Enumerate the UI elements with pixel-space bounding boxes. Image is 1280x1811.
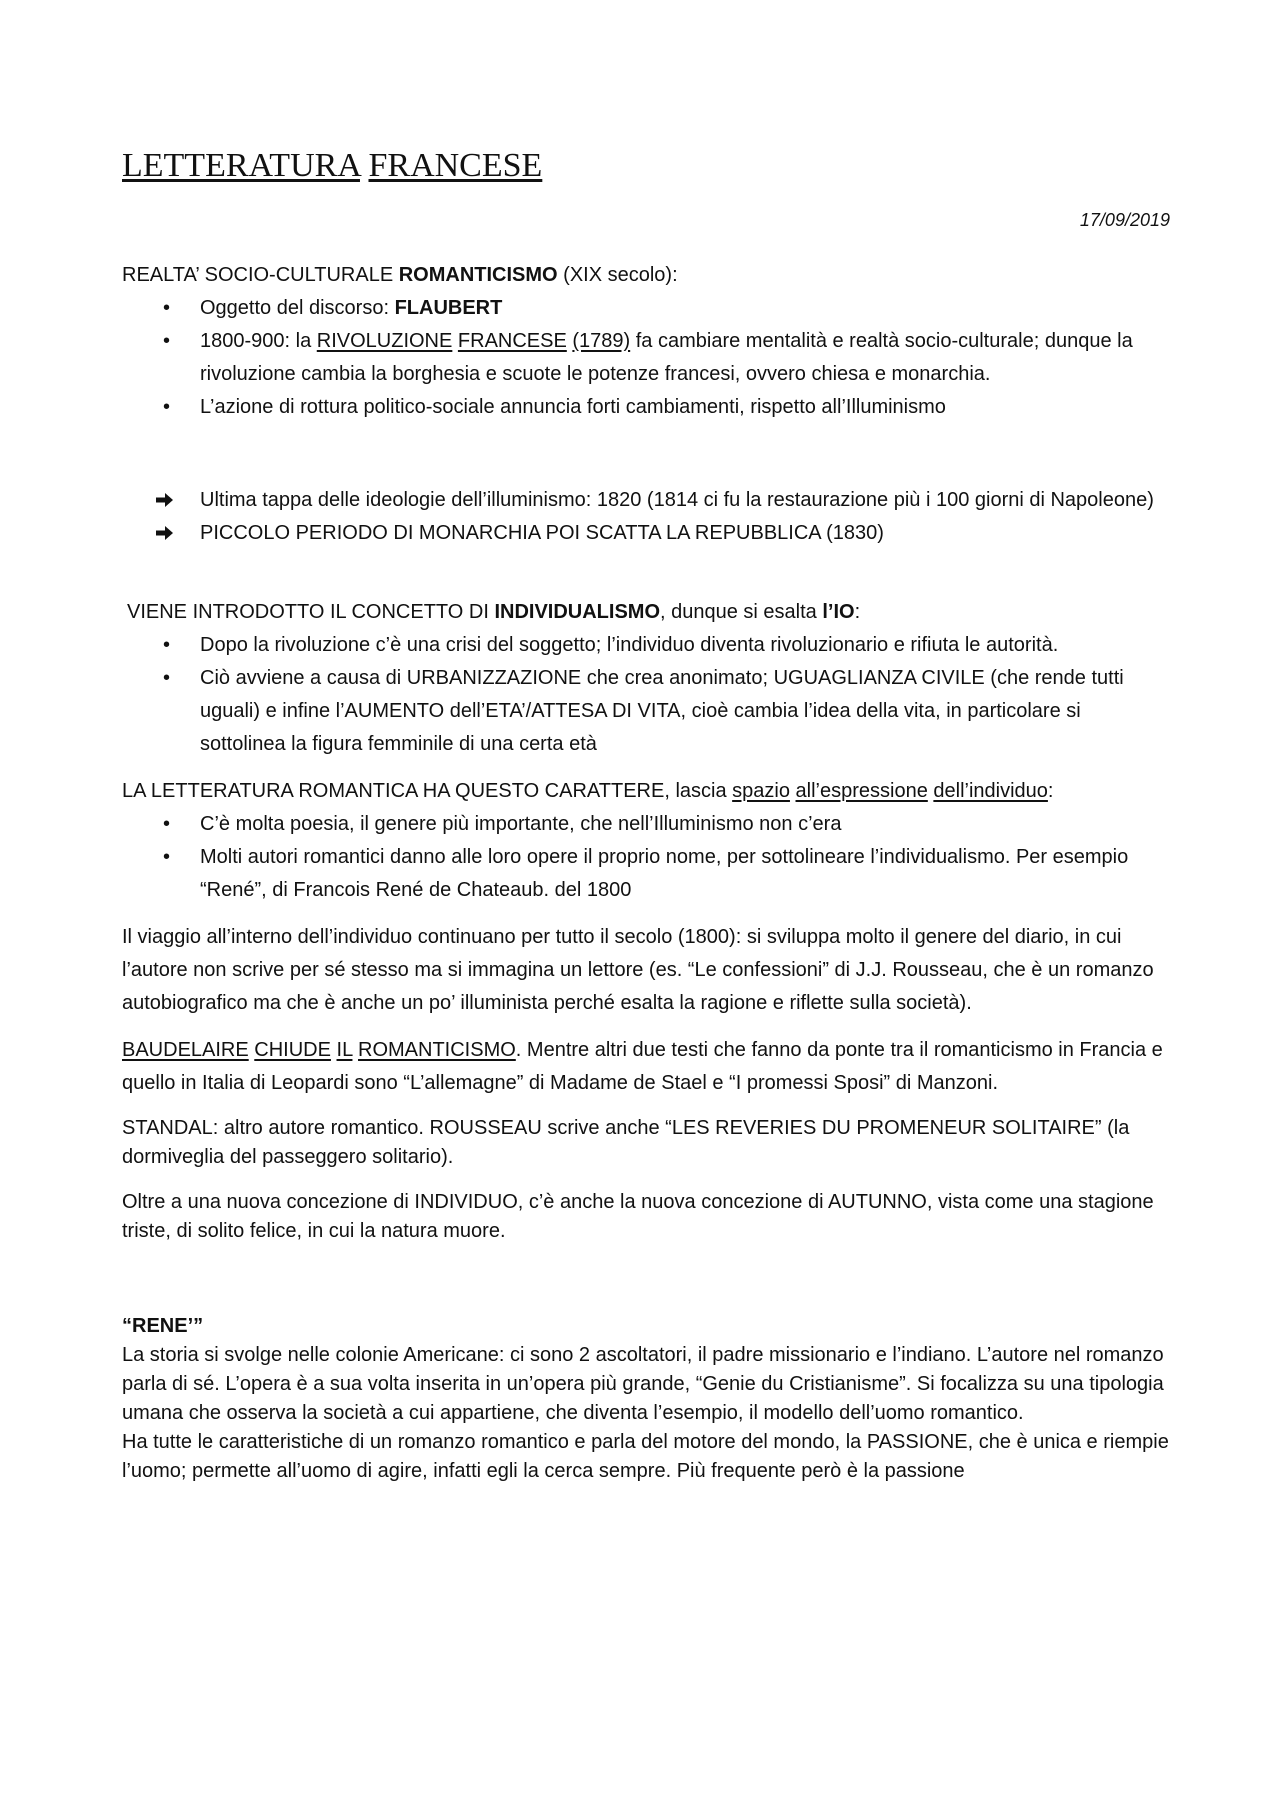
paragraph-rene-1: La storia si svolge nelle colonie Americane: ci sono 2 ascoltatori, il padre missionario e l’indiano. L’autore nel romanzo parla di sé. L’opera è a sua volta inserita in un’opera più grande, “Genie du Cristianisme”. Si focalizza su una tipologia umana che osserva la società a cui appartiene, che diventa l’esempio, il modello dell’uomo romantico. <box>122 1344 1164 1424</box>
underlined-text: dell’individuo <box>933 780 1048 802</box>
list-item-text: Oggetto del discorso: <box>200 297 395 319</box>
document-date: 17/09/2019 <box>1079 210 1170 230</box>
heading-bold: INDIVIDUALISMO <box>494 601 661 623</box>
list-item: • C’è molta poesia, il genere più importante, che nell’Illuminismo non c’era <box>200 808 1170 841</box>
bullet-list-letteratura <box>122 808 1170 907</box>
paragraph-baudelaire <box>122 1034 1170 1100</box>
bullet-list-individualismo <box>122 629 1170 761</box>
spacer <box>122 761 1170 775</box>
underlined-text: spazio <box>732 780 790 802</box>
bullet-list-romanticismo <box>122 292 1170 424</box>
list-item: • L’azione di rottura politico-sociale annuncia forti cambiamenti, rispetto all’Illuminismo <box>200 391 1170 424</box>
underlined-text: CHIUDE <box>254 1039 331 1061</box>
list-item <box>200 325 1170 391</box>
list-item-text: 1800-900: la <box>200 330 317 352</box>
paragraph-viaggio: Il viaggio all’interno dell’individuo continuano per tutto il secolo (1800): si sviluppa molto il genere del diario, in cui l’autore non scrive per sé stesso ma si immagina un lettore (es. “Le confessioni” di J.J. Rousseau, che è un romanzo autobiografico ma che è anche un po’ illuminista perché esalta la ragione e riflette sulla società). <box>122 926 1154 1014</box>
rene-heading <box>122 1312 1170 1341</box>
arrow-right-icon <box>156 525 174 541</box>
paragraph-rene-2: Ha tutte le caratteristiche di un romanzo romantico e parla del motore del mondo, la PASSIONE, che è unica e riempie l’uomo; permette all’uomo di agire, infatti egli la cerca sempre. Più frequente però è la passione <box>122 1431 1169 1482</box>
arrow-list-text: PICCOLO PERIODO DI MONARCHIA POI SCATTA LA REPUBBLICA (1830) <box>200 522 884 544</box>
spacer <box>122 1172 1170 1188</box>
paragraph-text: . Mentre altri due testi che fanno da ponte tra il romanticismo in Francia e quello in Italia di Leopardi sono “L’allemagne” di Madame de Stael e “I promessi Sposi” di Manzoni. <box>122 1039 1163 1094</box>
list-item-bold: FLAUBERT <box>394 297 503 319</box>
page-title <box>122 146 1170 186</box>
list-item-text: fa cambiare mentalità e realtà socio-culturale; dunque la rivoluzione cambia la borghesia e scuote le potenze francesi, ovvero chiesa e monarchia. <box>200 330 1133 385</box>
underlined-text: (1789) <box>572 330 631 352</box>
underlined-text: BAUDELAIRE <box>122 1039 249 1061</box>
section-heading-individualismo <box>122 596 1170 629</box>
heading-bold: l’IO <box>822 601 855 623</box>
spacer <box>122 1246 1170 1312</box>
heading-text: REALTA’ SOCIO-CULTURALE <box>122 264 399 286</box>
list-item <box>200 292 1170 325</box>
heading-text: (XIX secolo): <box>557 264 678 286</box>
paragraph-standal: STANDAL: altro autore romantico. ROUSSEAU scrive anche “LES REVERIES DU PROMENEUR SOLITAIRE” (la dormiveglia del passeggero solitario). <box>122 1117 1130 1168</box>
heading-bold: ROMANTICISMO <box>398 264 558 286</box>
spacer <box>122 1100 1170 1114</box>
arrow-right-icon <box>156 492 174 508</box>
arrow-list-text: Ultima tappa delle ideologie dell’illuminismo: 1820 (1814 ci fu la restaurazione più i 100 giorni di Napoleone) <box>200 489 1154 511</box>
title-word-1: LETTERATURA <box>122 147 360 184</box>
heading-text: , dunque si esalta <box>660 601 823 623</box>
spacer <box>122 907 1170 921</box>
paragraph-autunno: Oltre a una nuova concezione di INDIVIDUO, c’è anche la nuova concezione di AUTUNNO, vista come una stagione triste, di solito felice, in cui la natura muore. <box>122 1191 1154 1242</box>
section-heading-letteratura-romantica <box>122 775 1170 808</box>
underlined-text: IL <box>336 1039 353 1061</box>
list-item: • Dopo la rivoluzione c’è una crisi del soggetto; l’individuo diventa rivoluzionario e rifiuta le autorità. <box>200 629 1170 662</box>
underlined-text: FRANCESE <box>457 330 567 352</box>
spacer <box>122 1020 1170 1034</box>
underlined-text: all’espressione <box>795 780 928 802</box>
rene-heading-text: “RENE’” <box>122 1315 204 1337</box>
heading-text: : <box>1047 780 1054 802</box>
heading-text: LA LETTERATURA ROMANTICA HA QUESTO CARATTERE, lascia <box>122 780 733 802</box>
underlined-text: ROMANTICISMO <box>358 1039 516 1061</box>
list-item: • Molti autori romantici danno alle loro opere il proprio nome, per sottolineare l’individualismo. Per esempio “René”, di Francois René de Chateaub. del 1800 <box>200 841 1170 907</box>
section-heading-romanticismo <box>122 259 1170 292</box>
arrow-list-item <box>200 484 1170 517</box>
title-word-2: FRANCESE <box>368 147 543 184</box>
spacer <box>122 424 1170 484</box>
underlined-text: RIVOLUZIONE <box>316 330 453 352</box>
arrow-list <box>122 484 1170 550</box>
arrow-list-item <box>200 517 1170 550</box>
document-body <box>122 146 1170 1486</box>
heading-text: VIENE INTRODOTTO IL CONCETTO DI <box>127 601 495 623</box>
list-item: • Ciò avviene a causa di URBANIZZAZIONE che crea anonimato; UGUAGLIANZA CIVILE (che rende tutti uguali) e infine l’AUMENTO dell’ETA’/ATTESA DI VITA, cioè cambia l’idea della vita, in particolare si sottolinea la figura femminile di una certa età <box>200 662 1170 761</box>
spacer <box>122 550 1170 596</box>
heading-text: : <box>854 601 861 623</box>
